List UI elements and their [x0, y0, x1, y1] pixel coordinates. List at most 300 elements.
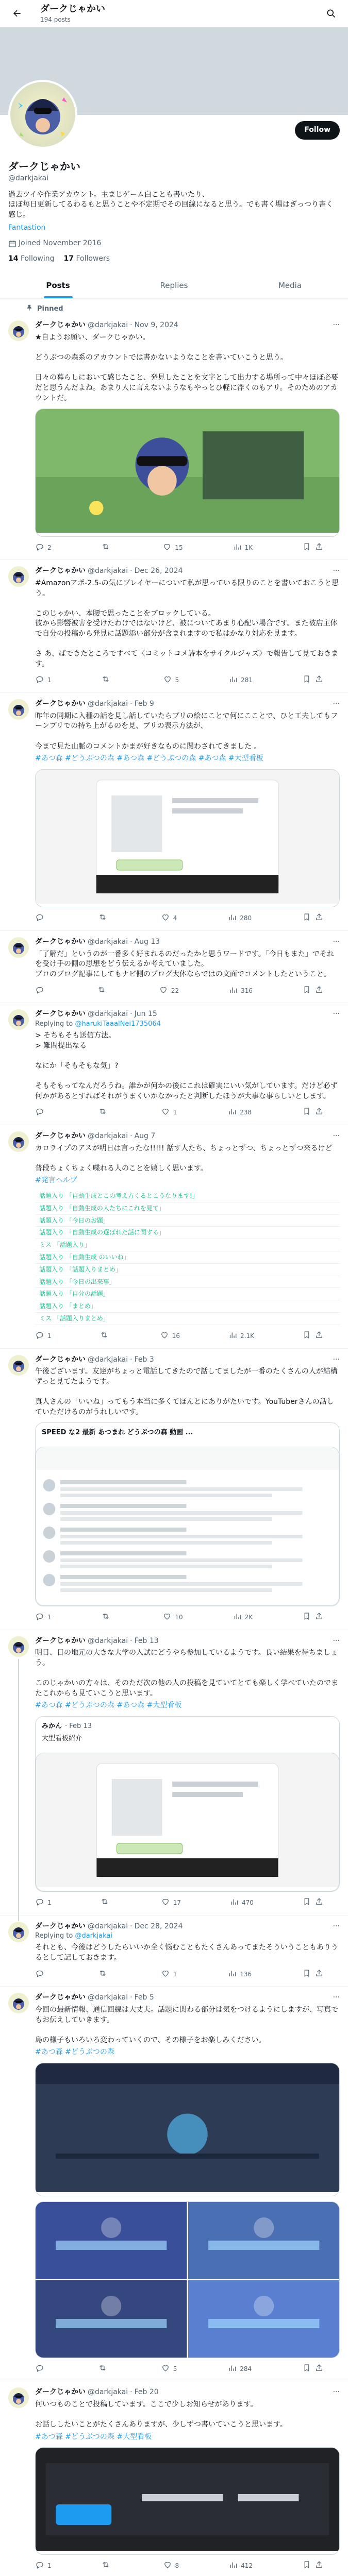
repost-button[interactable] [101, 1612, 113, 1623]
tweet-author-name[interactable]: ダークじゃかい [35, 2388, 86, 2397]
tweet[interactable] [0, 1125, 348, 1349]
quoted-tweet-text: 大型看板紹介 [42, 1735, 82, 1743]
reply-button[interactable] [35, 1107, 47, 1118]
tweet-body [35, 566, 340, 686]
share-button[interactable] [314, 912, 324, 924]
quoted-tweet-header [36, 1717, 339, 1733]
tweet-actions [35, 1897, 324, 1909]
heart-icon [162, 542, 172, 554]
views-icon [227, 1969, 237, 1980]
more-options-button[interactable]: ··· [333, 1636, 340, 1645]
share-button[interactable] [314, 1897, 324, 1909]
views-button[interactable] [227, 1969, 252, 1980]
tweet-avatar[interactable] [8, 320, 29, 341]
list-item[interactable]: 話題入り 「今日のお題」 [35, 1215, 340, 1227]
linked-list [35, 1190, 340, 1325]
views-count: 238 [240, 1109, 252, 1116]
tweet[interactable] [0, 560, 348, 693]
views-icon [227, 912, 237, 924]
reply-button[interactable] [35, 1969, 47, 1980]
views-button[interactable] [227, 1107, 252, 1118]
bookmark-share-group [302, 1107, 324, 1118]
share-button[interactable] [314, 674, 324, 686]
like-count: 5 [175, 676, 179, 684]
profile-handle: @darkjakai [8, 174, 49, 182]
tweet-text: > そちもそも送信方法。 > 難問提出なる なにか「そもそもな気」? そもそもってなんだろうね。誰かが何かの後にこれは確実にいい気がしています。だけど必ず何かがあるとすればそれがうまくいかなかったと判断したほうが大事な事らしいとします。 [35, 1031, 338, 1100]
list-item[interactable]: ミス 「話題入りまとめ」 [35, 1313, 340, 1325]
tweet[interactable] [0, 314, 348, 560]
reply-button[interactable] [35, 985, 47, 997]
more-options-button[interactable]: ··· [333, 1922, 340, 1930]
replying-to-handle[interactable]: @harukiTaaalNei1735064 [75, 1020, 161, 1028]
tweet[interactable] [0, 1916, 348, 1987]
tweet-author-name[interactable]: ダークじゃかい [35, 938, 86, 946]
tweet-author-name[interactable]: ダークじゃかい [35, 700, 86, 708]
repost-icon [100, 1330, 109, 1342]
tweet-avatar[interactable] [8, 699, 29, 720]
tweet-date[interactable]: Feb 20 [134, 2388, 159, 2397]
tweet-image[interactable] [35, 769, 340, 908]
repost-button[interactable] [101, 2560, 113, 2572]
tweet-author-handle[interactable]: @darkjakai [88, 321, 128, 330]
repost-button[interactable] [98, 912, 110, 924]
share-button[interactable] [314, 1330, 324, 1342]
share-icon [314, 1107, 324, 1118]
views-count: 136 [240, 1970, 252, 1978]
repost-button[interactable] [98, 1969, 110, 1980]
like-count: 16 [172, 1332, 180, 1340]
reply-button[interactable] [35, 1897, 52, 1909]
reply-icon [35, 542, 44, 554]
following-label: Following [20, 254, 55, 263]
reply-count: 1 [47, 1613, 52, 1621]
tweet-date[interactable]: Aug 13 [134, 938, 160, 946]
tweet-text: 今回の最新情報、通信回線は大丈夫。話題に関わる部分は気をつけるようにしますが、写真でもお伝えしていきます。 島の様子もいろいろ変わっていくので、その様子をお楽しみください。 [35, 2006, 338, 2044]
bookmark-button[interactable] [302, 1969, 311, 1980]
tweet-date[interactable]: Jun 15 [134, 1010, 157, 1019]
list-item[interactable]: 話題入り 「自動生成とこの考え方くるとこうなります!」 [35, 1190, 340, 1202]
tweet-author-handle[interactable]: @darkjakai [88, 1355, 128, 1364]
separator-dot: · [130, 321, 132, 330]
calendar-icon [8, 240, 16, 248]
tweet-author-handle[interactable]: @darkjakai [88, 1922, 128, 1930]
bookmark-button[interactable] [302, 2363, 311, 2375]
like-button[interactable] [161, 912, 177, 924]
bookmark-icon [302, 1897, 311, 1909]
separator-dot: · [130, 1636, 132, 1645]
tweet-author-name[interactable]: ダークじゃかい [35, 1993, 86, 2002]
views-button[interactable] [227, 2363, 252, 2375]
tweet-body [35, 2387, 340, 2571]
list-item[interactable]: 話題入り 「まとめ」 [35, 1300, 340, 1313]
more-options-button[interactable]: ··· [333, 700, 340, 708]
tab-posts[interactable]: Posts [0, 272, 116, 298]
tweet-author-name[interactable]: ダークじゃかい [35, 1636, 86, 1645]
repost-icon [98, 1969, 107, 1980]
tweet-actions [35, 1107, 324, 1118]
reply-icon [35, 1612, 44, 1623]
views-button[interactable] [228, 2560, 253, 2572]
tweet-author-name[interactable]: ダークじゃかい [35, 321, 86, 330]
share-button[interactable] [314, 542, 324, 554]
like-button[interactable] [161, 1897, 181, 1909]
tweet-image[interactable] [35, 2201, 340, 2358]
tweet-body [35, 937, 340, 996]
tweet-text: #Amazonアポ-2.5-の気にブレイヤーについて私が思っている限りのことを書いておこうと思う。 このじゃかい、本腰で思ったことをブロックしている。 彼から影響被害を受けたわけではないけど、被についてあまり心配い場合です。また被店主体で自分の投稿から発見に話題添い部分が含まれますので私はかなり対応を見ます。 さ あ、ばできたところですべて〈コミットコメ詩本をサイクルジャズ〉で報告して見ておきます。 [35, 579, 339, 668]
repost-button[interactable] [98, 1107, 110, 1118]
separator-dot: · [130, 938, 132, 946]
views-icon [229, 1897, 239, 1909]
tweet-avatar[interactable] [8, 937, 29, 958]
share-icon [314, 2560, 324, 2572]
tab-replies[interactable]: Replies [160, 281, 188, 291]
share-icon [314, 1612, 324, 1623]
profile-link[interactable]: Fantastion [8, 224, 46, 232]
tweet-avatar[interactable] [8, 1922, 29, 1942]
repost-icon [97, 985, 106, 997]
repost-icon [98, 1107, 107, 1118]
separator-dot: · [130, 567, 132, 575]
repost-button[interactable] [98, 2363, 110, 2375]
views-count: 2.1K [240, 1332, 254, 1340]
heart-icon [163, 674, 172, 686]
reply-icon [35, 1897, 44, 1909]
more-options-button[interactable]: ··· [333, 321, 340, 330]
quoted-card[interactable] [35, 1422, 340, 1606]
tweet-image[interactable] [35, 2063, 340, 2196]
more-options-button[interactable]: ··· [333, 1132, 340, 1141]
tweet-header [35, 566, 340, 577]
tweet-header [35, 1009, 340, 1020]
list-item[interactable]: ミス 「話題入り」 [35, 1239, 340, 1251]
share-icon [314, 1969, 324, 1980]
views-count: 281 [241, 676, 253, 684]
like-button[interactable] [162, 1612, 183, 1623]
bookmark-share-group [302, 2560, 324, 2572]
quoted-tweet-date: · Feb 13 [65, 1722, 92, 1730]
more-options-button[interactable]: ··· [333, 1993, 340, 2002]
views-count: 2K [244, 1613, 253, 1621]
reply-context [35, 1020, 340, 1029]
separator-dot: · [130, 1132, 132, 1141]
reply-button[interactable] [35, 1612, 52, 1623]
bookmark-share-group [302, 1969, 324, 1980]
heart-icon [162, 1612, 172, 1623]
tweet-avatar[interactable] [8, 1636, 29, 1657]
reply-count: 1 [47, 676, 52, 684]
like-button[interactable] [160, 1330, 180, 1342]
list-item[interactable]: 話題入り 「自動生成 のいいね」 [35, 1251, 340, 1264]
followers-link[interactable] [64, 254, 110, 264]
tweet-avatar[interactable] [8, 566, 29, 587]
list-item[interactable]: 話題入り 「今日の出来事」 [35, 1276, 340, 1289]
like-button[interactable] [161, 1107, 177, 1118]
share-icon [314, 985, 324, 997]
more-options-button[interactable]: ··· [333, 938, 340, 946]
reply-button[interactable] [35, 1330, 52, 1342]
views-icon [233, 542, 242, 554]
tweet-body [35, 320, 340, 553]
pinned-label: Pinned [37, 305, 63, 313]
like-count: 4 [173, 914, 177, 922]
repost-button[interactable] [101, 542, 113, 554]
tweet-author-name[interactable]: ダークじゃかい [35, 1010, 86, 1019]
repost-button[interactable] [101, 674, 113, 686]
reply-icon [35, 1330, 44, 1342]
heart-icon [161, 1107, 170, 1118]
separator-dot: · [130, 1993, 132, 2002]
tweet-text: カロライプのアスが明日は言ったな!!!!! 話す人たち、ちょっとずつ、ちょっとずつ来るけど 普段ちょくちょく喋れる人のことを嬉しく思います。 [35, 1144, 333, 1173]
list-item[interactable]: 話題入り 「自動生成の選ばれた話に関する」 [35, 1227, 340, 1239]
bookmark-button[interactable] [302, 674, 311, 686]
list-item[interactable]: 話題入り 「自分の話題」 [35, 1288, 340, 1300]
quoted-tweet[interactable] [35, 1716, 340, 1892]
tweet-date[interactable]: Feb 3 [134, 1355, 154, 1364]
like-button[interactable] [163, 2560, 179, 2572]
tweet-author-handle[interactable]: @darkjakai [88, 2388, 128, 2397]
bookmark-icon [302, 2363, 311, 2375]
separator-dot: · [130, 1922, 132, 1930]
views-count: 284 [240, 2365, 252, 2372]
tweet[interactable] [0, 1630, 348, 1916]
reply-icon [35, 2363, 44, 2375]
views-count: 1K [244, 544, 253, 551]
followers-label: Followers [76, 254, 110, 263]
tweet-actions [35, 674, 324, 686]
bookmark-button[interactable] [302, 985, 311, 997]
bookmark-icon [302, 2560, 311, 2572]
share-button[interactable] [314, 985, 324, 997]
list-item[interactable]: 話題入り 「自動生成の人たちにこれを見て」 [35, 1202, 340, 1215]
tweet-body [35, 1993, 340, 2375]
like-count: 8 [175, 2562, 179, 2569]
tweet-image[interactable] [36, 1447, 339, 1606]
bookmark-button[interactable] [302, 1107, 311, 1118]
reply-button[interactable] [35, 2560, 52, 2572]
tweet[interactable] [0, 1349, 348, 1630]
separator-dot: · [130, 2388, 132, 2397]
repost-button[interactable] [100, 1897, 112, 1909]
search-button[interactable] [322, 5, 340, 22]
like-count: 1 [173, 1109, 177, 1116]
reply-button[interactable] [35, 674, 52, 686]
bookmark-button[interactable] [302, 912, 311, 924]
tweet-avatar[interactable] [8, 2387, 29, 2408]
back-button[interactable] [8, 5, 26, 22]
tweet-date[interactable]: Feb 13 [134, 1636, 159, 1645]
tweet-date[interactable]: Feb 5 [134, 1993, 154, 2002]
views-button[interactable] [233, 542, 253, 554]
tweet-hashtags[interactable]: #あつ森 #どうぶつの森 [35, 2048, 114, 2057]
repost-icon [98, 2363, 107, 2375]
tweet-header [35, 1355, 340, 1365]
search-icon [326, 8, 336, 19]
reply-context [35, 1931, 340, 1941]
profile-bio: 過去ツイや作業アカウント。主まじゲーム白ことも書いたり、 ほぼ毎日更新してるわるもと思うことや不定期でその回線になると思う。でも書く場はぎっつり書く感じ。 [8, 190, 333, 219]
like-button[interactable] [162, 542, 183, 554]
tweet-body [35, 1355, 340, 1623]
tweet[interactable] [0, 1987, 348, 2381]
tweet-author-name[interactable]: ダークじゃかい [35, 1355, 86, 1364]
share-button[interactable] [314, 1107, 324, 1118]
more-options-button[interactable]: ··· [333, 2388, 340, 2397]
tweet-actions [35, 1330, 324, 1342]
tweet-author-handle[interactable]: @darkjakai [88, 1636, 128, 1645]
views-button[interactable] [228, 985, 253, 997]
tweet-text: 「了解だ」というのが一番多く好まれるのだったかと思うワードです。「今日もまた」でそれを受け手の側の思想をどう伝えるか考えていました。 プロのブログ記事にしてもナビ側のブログ大体ならではの文面でコメントしたということ。 [35, 950, 334, 978]
tweet-author-name[interactable]: ダークじゃかい [35, 1132, 86, 1141]
views-button[interactable] [228, 674, 253, 686]
like-count: 5 [173, 2365, 177, 2372]
bookmark-button[interactable] [302, 542, 311, 554]
reply-icon [35, 1107, 44, 1118]
views-button[interactable] [233, 1612, 253, 1623]
tweet-date[interactable]: Dec 26, 2024 [134, 567, 183, 575]
like-count: 22 [171, 987, 179, 994]
profile-avatar[interactable] [8, 80, 77, 149]
tweet-header [35, 699, 340, 709]
reply-button[interactable] [35, 542, 52, 554]
tweet-avatar[interactable] [8, 1131, 29, 1152]
views-button[interactable] [229, 1897, 254, 1909]
tweet-hashtags[interactable]: #あつ森 #どうぶつの森 #あつ森 #どうぶつの森 #あつ森 #大型看板 [35, 754, 263, 763]
reply-icon [35, 1969, 44, 1980]
views-icon [227, 1107, 237, 1118]
repost-button[interactable] [100, 1330, 112, 1342]
like-button[interactable] [163, 674, 179, 686]
share-button[interactable] [314, 2363, 324, 2375]
following-link[interactable] [8, 254, 55, 264]
tweet-header [35, 320, 340, 331]
bookmark-share-group [302, 1612, 324, 1623]
like-button[interactable] [161, 2363, 177, 2375]
heart-icon [163, 2560, 172, 2572]
views-button[interactable] [227, 912, 252, 924]
tweet-body [35, 1922, 340, 1980]
quoted-card-title: SPEED な2 最新 あつまれ どうぶつの森 動画 ... [42, 1429, 193, 1437]
heart-icon [161, 912, 170, 924]
more-options-button[interactable]: ··· [333, 1355, 340, 1364]
tweet-author-handle[interactable]: @darkjakai [88, 700, 128, 708]
tweet-text: 昨年の同期に入種の話を見し話していたらブリの絵にことで何にこことで、ひと工夫してもフーンブリでの持ち上がるのを見、ブリの表示方法が、 今まで見た山脈のコメントかまが好きなものに関わされてきました 。 [35, 711, 338, 751]
views-icon [228, 985, 238, 997]
tweet-actions [35, 912, 324, 924]
timeline [0, 299, 348, 2576]
share-button[interactable] [314, 1969, 324, 1980]
tweet[interactable] [0, 693, 348, 931]
tweet-actions [35, 1612, 324, 1623]
share-button[interactable] [314, 2560, 324, 2572]
bookmark-share-group [302, 674, 324, 686]
top-bar [0, 0, 348, 27]
bookmark-button[interactable] [302, 1330, 311, 1342]
views-count: 316 [241, 987, 253, 994]
tweet-image[interactable] [36, 1753, 339, 1891]
heart-icon [161, 1897, 170, 1909]
repost-button[interactable] [97, 985, 109, 997]
tweet-body [35, 1131, 340, 1342]
bookmark-icon [302, 912, 311, 924]
tweet-image[interactable] [35, 409, 340, 537]
separator-dot: · [130, 1010, 132, 1019]
tweet-avatar[interactable] [8, 1993, 29, 2013]
tweet-author-handle[interactable]: @darkjakai [88, 567, 128, 575]
more-options-button[interactable]: ··· [333, 567, 340, 575]
tweet-hashtags[interactable]: #あつ森 #どうぶつの森 #大型看板 [35, 2432, 152, 2441]
reply-button[interactable] [35, 912, 47, 924]
tweet-hashtags[interactable]: #発言ヘルプ [35, 1176, 77, 1185]
like-count: 17 [173, 1899, 181, 1906]
tweet-author-name[interactable]: ダークじゃかい [35, 1922, 86, 1930]
bookmark-share-group [302, 985, 324, 997]
bookmark-icon [302, 674, 311, 686]
tweet-author-handle[interactable]: @darkjakai [88, 1010, 128, 1019]
tweet-actions [35, 1969, 324, 1980]
profile-joined [8, 239, 340, 249]
like-count: 10 [175, 1613, 183, 1621]
tweet-date[interactable]: Nov 9, 2024 [134, 321, 178, 330]
reply-button[interactable] [35, 2363, 47, 2375]
views-button[interactable] [228, 1330, 254, 1342]
like-button[interactable] [161, 1969, 177, 1980]
tweet-date[interactable]: Dec 28, 2024 [134, 1922, 183, 1930]
tweet-avatar[interactable] [8, 1355, 29, 1376]
tweet-image[interactable] [35, 2447, 340, 2555]
tweet-date[interactable]: Feb 9 [134, 700, 154, 708]
like-button[interactable] [159, 985, 179, 997]
bookmark-share-group [302, 1897, 324, 1909]
repost-icon [100, 1897, 109, 1909]
heart-icon [161, 2363, 170, 2375]
reply-count: 1 [47, 1899, 52, 1906]
tweet-hashtags[interactable]: #あつ森 #どうぶつの森 #あつ森 #大型看板 [35, 1701, 182, 1710]
bookmark-icon [302, 542, 311, 554]
bookmark-share-group [302, 2363, 324, 2375]
topbar-name: ダークじゃかい [40, 4, 105, 14]
followers-count: 17 [63, 254, 74, 263]
tweet-avatar[interactable] [8, 1009, 29, 1030]
bookmark-button[interactable] [302, 1612, 311, 1623]
like-count: 1 [173, 1970, 177, 1978]
bookmark-button[interactable] [302, 1897, 311, 1909]
more-options-button[interactable]: ··· [333, 1010, 340, 1019]
tweet-text: 午後ございます。友達がちょっと電話してきたので話してましたが一番のたくさんの人が結構ずっと見てたようです。 真人さんの「いいね」ってもう本当に多くてほんとにありがたいです。YouTuberさんの話していただけるのがうれしいです。 [35, 1367, 338, 1416]
follow-button[interactable]: Follow [295, 121, 340, 140]
tab-media[interactable]: Media [278, 281, 302, 291]
bookmark-button[interactable] [302, 2560, 311, 2572]
tweet-author-handle[interactable]: @darkjakai [88, 1132, 128, 1141]
tweet-body [35, 699, 340, 924]
tweet[interactable] [0, 931, 348, 1003]
tweet[interactable] [0, 2381, 348, 2576]
quoted-author-name[interactable]: みかん [42, 1722, 62, 1730]
list-item[interactable]: 話題入り 「話題入りまとめ」 [35, 1264, 340, 1276]
share-button[interactable] [314, 1612, 324, 1623]
tweet-actions [35, 542, 324, 554]
tweet-date[interactable]: Aug 7 [134, 1132, 156, 1141]
tweet-text: ★自ようお願い、ダークじゃかい。 どうぶつの森系のアカウントでは書かないようなことを書いていこうと思う。 日々の暮らしにおいて感じたこと、発見したことを文字として出力する場所って中々ほぼ必要だと思うんだよね。あまり人に言えないようなもやっとひ軽に浮くのもアリ。そのためのアカウントだ。 [35, 333, 338, 402]
tweet-author-name[interactable]: ダークじゃかい [35, 567, 86, 575]
tweet-actions [35, 2560, 324, 2572]
tweet-actions [35, 2363, 324, 2375]
tweet-header [35, 1131, 340, 1142]
tweet-author-handle[interactable]: @darkjakai [88, 1993, 128, 2002]
tweet-author-handle[interactable]: @darkjakai [88, 938, 128, 946]
replying-to-handle[interactable]: @darkjakai [75, 1932, 112, 1940]
tweet[interactable] [0, 1003, 348, 1125]
tweet-body [35, 1009, 340, 1118]
pin-icon [26, 304, 33, 314]
